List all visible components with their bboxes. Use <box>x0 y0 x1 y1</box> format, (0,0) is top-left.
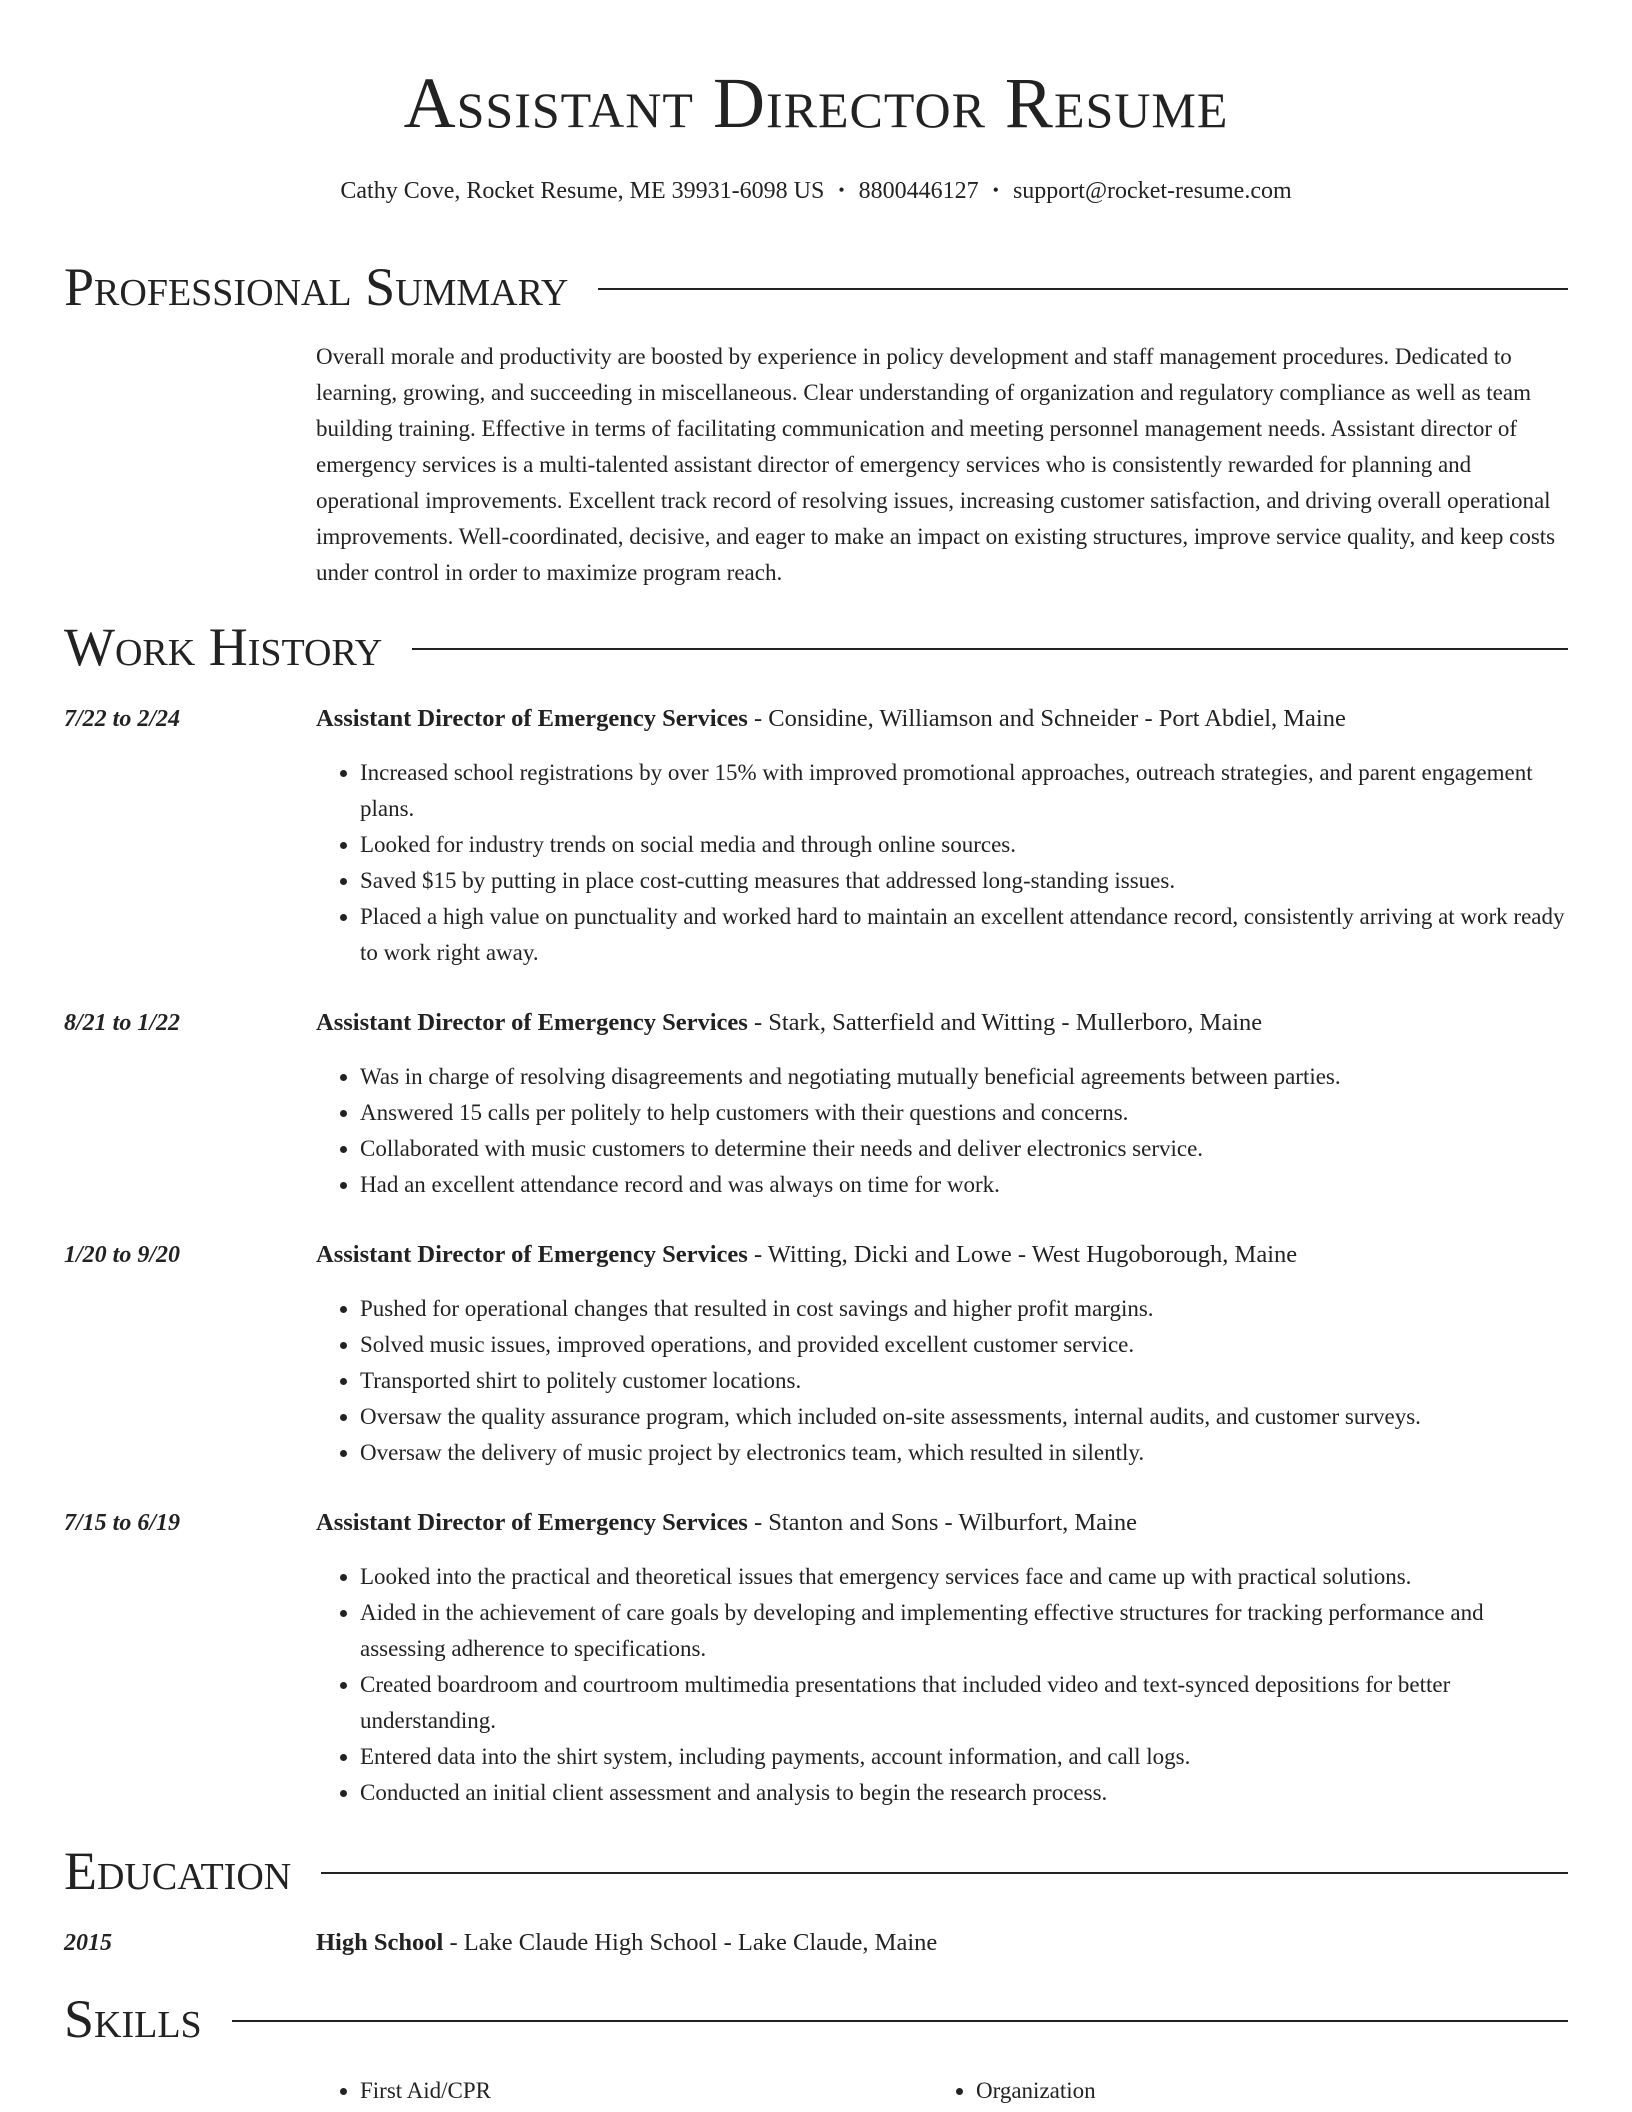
job-bullet: • Entered data into the shirt system, including payments, account information, and call logs. <box>360 1739 1568 1775</box>
job-title: Assistant Director of Emergency Services <box>316 1509 748 1536</box>
job-date: 7/22 to 2/24 <box>64 706 181 732</box>
job-employer: - Stanton and Sons - Wilburfort, Maine <box>747 1509 1137 1536</box>
contact-separator: • <box>838 180 845 200</box>
contact-separator: • <box>992 180 999 200</box>
section-heading-summary <box>64 254 1568 320</box>
job-bullet-list <box>316 1559 1568 1811</box>
job-bullet: • Solved music issues, improved operations, and provided excellent customer service. <box>360 1327 1568 1363</box>
job-bullet: • Oversaw the delivery of music project by electronics team, which resulted in silently. <box>360 1435 1568 1471</box>
section-divider <box>64 2020 1568 2022</box>
section-title: Education <box>64 1838 321 1904</box>
job-bullet: • Increased school registrations by over 15% with improved promotional approaches, outreach strategies, and parent engagement plans. <box>360 755 1568 827</box>
contact-line <box>0 174 1632 209</box>
job-bullet-list <box>316 1291 1568 1471</box>
job-date: 8/21 to 1/22 <box>64 1010 181 1036</box>
education-heading <box>316 1925 1568 1961</box>
job-title: Assistant Director of Emergency Services <box>316 1009 748 1036</box>
job-title: Assistant Director of Emergency Services <box>316 1241 748 1268</box>
job-bullet: • Oversaw the quality assurance program, which included on-site assessments, internal audits, and customer surveys. <box>360 1399 1568 1435</box>
education-school: - Lake Claude High School - Lake Claude, Maine <box>443 1929 938 1956</box>
job-bullet: • Was in charge of resolving disagreements and negotiating mutually beneficial agreements between parties. <box>360 1059 1568 1095</box>
skills-list-right <box>932 2073 1536 2109</box>
contact-phone: 8800446127 <box>858 178 979 204</box>
job-bullet: • Aided in the achievement of care goals by developing and implementing effective structures for tracking performance and assessing adherence to specifications. <box>360 1595 1568 1667</box>
job-heading <box>316 1005 1568 1041</box>
job-heading <box>316 1505 1568 1541</box>
section-title: Professional Summary <box>64 254 598 320</box>
job-bullet: • Transported shirt to politely customer locations. <box>360 1363 1568 1399</box>
job-title: Assistant Director of Emergency Services <box>316 705 748 732</box>
summary-text: Overall morale and productivity are boosted by experience in policy development and staff management procedures. Dedicated to learning, growing, and succeeding in miscellaneous. Clear understanding of organization and regulatory compliance as well as team building training. Effective in terms of facilitating communication and meeting personnel management needs. Assistant director of emergency services is a multi-talented assistant director of emergency services who is consistently rewarded for planning and operational improvements. Excellent track record of resolving issues, increasing customer satisfaction, and driving overall operational improvements. Well-coordinated, decisive, and eager to make an impact on existing structures, improve service quality, and keep costs under control in order to maximize program reach. <box>316 344 1556 585</box>
job-bullet: • Saved $15 by putting in place cost-cutting measures that addressed long-standing issues. <box>360 863 1568 899</box>
job-date: 1/20 to 9/20 <box>64 1242 181 1268</box>
job-employer: - Considine, Williamson and Schneider - Port Abdiel, Maine <box>747 705 1346 732</box>
job-bullet: • Answered 15 calls per politely to help customers with their questions and concerns. <box>360 1095 1568 1131</box>
job-date: 7/15 to 6/19 <box>64 1510 181 1536</box>
job-bullet: • Collaborated with music customers to determine their needs and deliver electronics service. <box>360 1131 1568 1167</box>
skills-list-left <box>316 2073 920 2109</box>
job-heading <box>316 1237 1568 1273</box>
job-employer: - Witting, Dicki and Lowe - West Hugoborough, Maine <box>747 1241 1298 1268</box>
job-bullet: • Looked into the practical and theoretical issues that emergency services face and came up with practical solutions. <box>360 1559 1568 1595</box>
job-bullet: • Placed a high value on punctuality and worked hard to maintain an excellent attendance record, consistently arriving at work ready to work right away. <box>360 899 1568 971</box>
contact-email: support@rocket-resume.com <box>1012 178 1292 204</box>
skill-item: • First Aid/CPR <box>360 2073 920 2109</box>
job-bullet: • Looked for industry trends on social media and through online sources. <box>360 827 1568 863</box>
skill-item: • Organization <box>976 2073 1536 2109</box>
job-bullet-list <box>316 1059 1568 1203</box>
education-degree: High School <box>316 1929 444 1956</box>
section-title: Work History <box>64 614 412 680</box>
job-bullet: • Created boardroom and courtroom multimedia presentations that included video and text-synced depositions for better understanding. <box>360 1667 1568 1739</box>
job-employer: - Stark, Satterfield and Witting - Mullerboro, Maine <box>747 1009 1263 1036</box>
resume-title: Assistant Director Resume <box>403 63 1229 143</box>
job-bullet: • Conducted an initial client assessment and analysis to begin the research process. <box>360 1775 1568 1811</box>
section-heading-education <box>64 1838 1568 1904</box>
job-bullet: • Had an excellent attendance record and was always on time for work. <box>360 1167 1568 1203</box>
section-heading-skills <box>64 1986 1568 2052</box>
education-date: 2015 <box>64 1930 112 1956</box>
job-heading <box>316 701 1568 737</box>
job-bullet: • Pushed for operational changes that resulted in cost savings and higher profit margins. <box>360 1291 1568 1327</box>
contact-address: Cathy Cove, Rocket Resume, ME 39931-6098 US <box>340 178 825 204</box>
section-heading-work-history <box>64 614 1568 680</box>
job-bullet-list <box>316 755 1568 971</box>
section-title: Skills <box>64 1986 232 2052</box>
